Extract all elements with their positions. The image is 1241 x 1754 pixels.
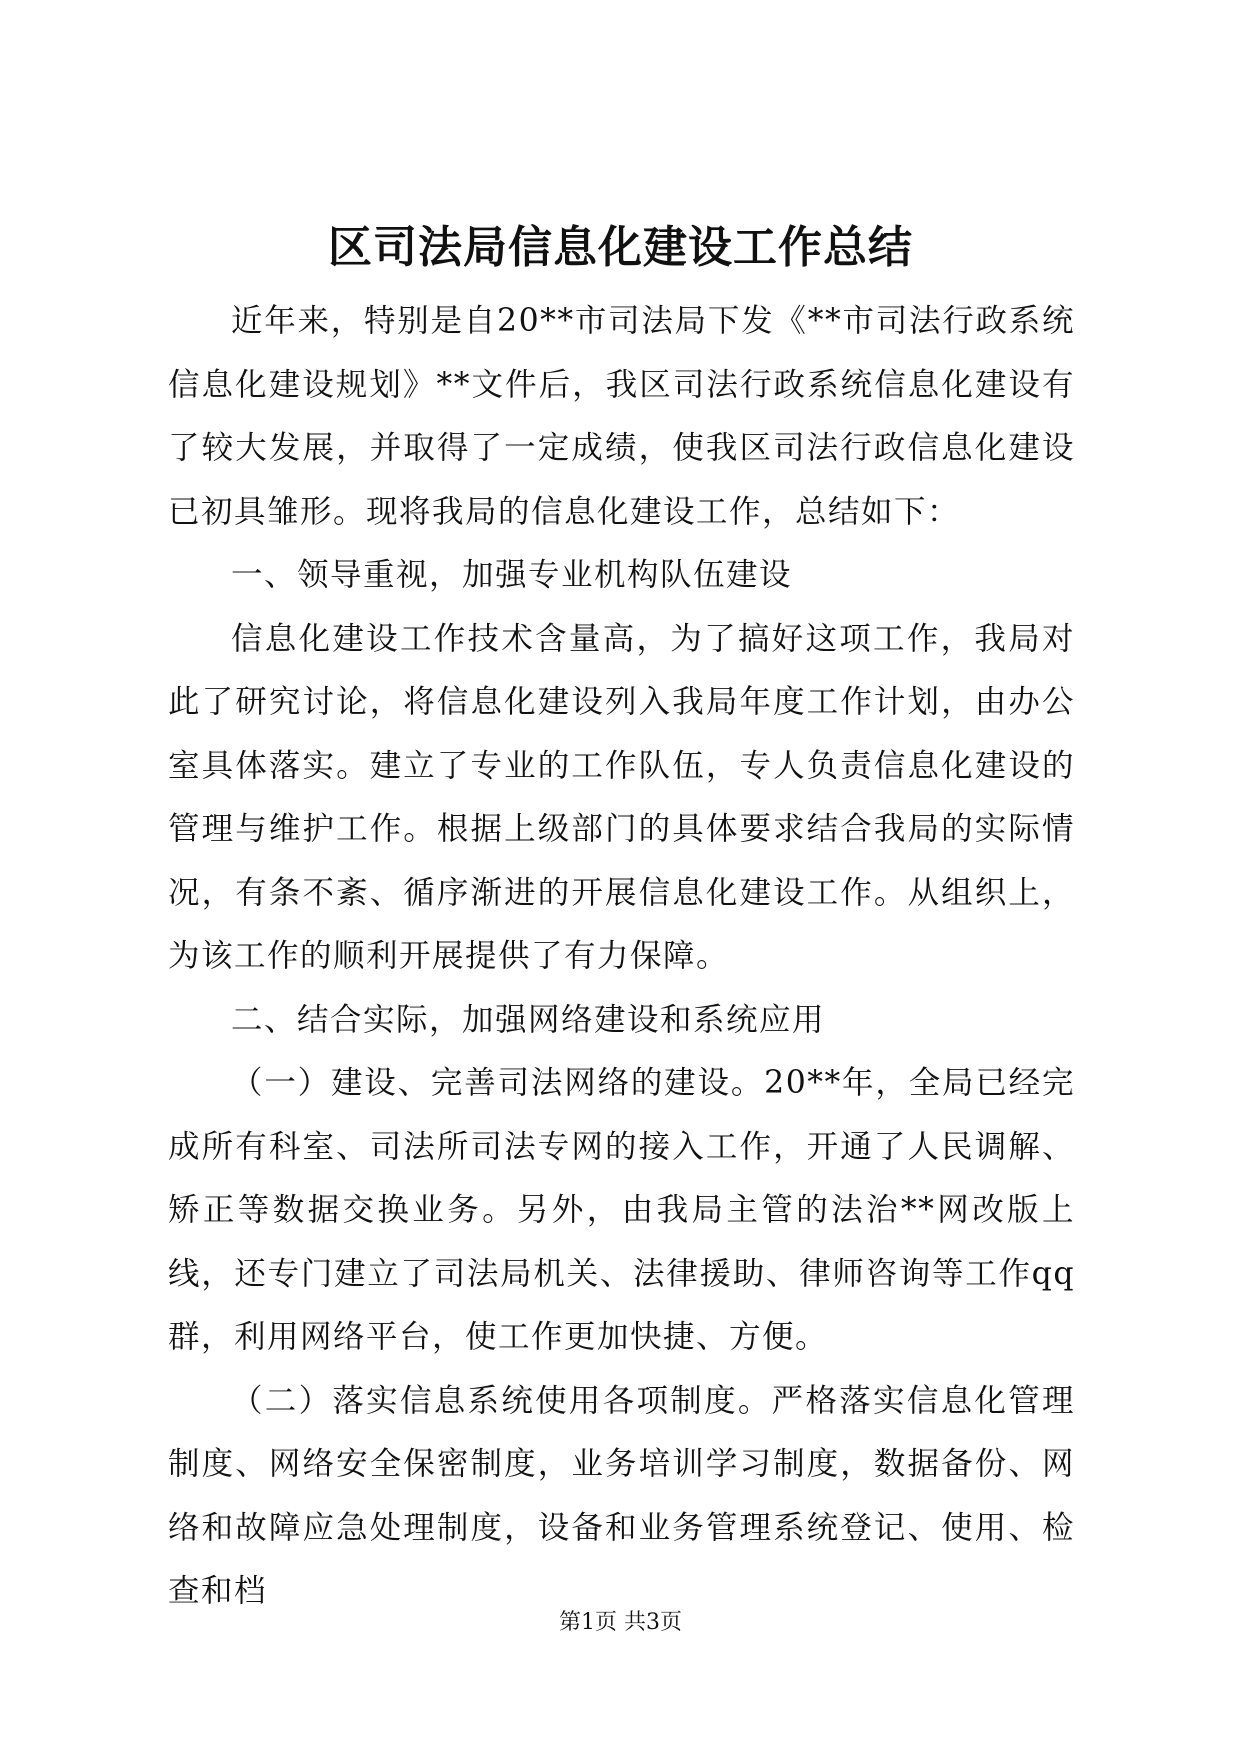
paragraph-intro: 近年来，特别是自20**市司法局下发《**市司法行政系统信息化建设规划》**文件后，我区司法行政系统信息化建设有了较大发展，并取得了一定成绩，使我区司法行政信息化建设已初具雏形。现将我局的信息化建设工作，总结如下： xyxy=(168,303,1075,530)
document-title: 区司法局信息化建设工作总结 xyxy=(328,222,913,273)
section-heading-1: 一、领导重视，加强专业机构队伍建设 xyxy=(231,557,793,593)
section-heading-2: 二、结合实际，加强网络建设和系统应用 xyxy=(231,1001,826,1038)
page-footer: 第1页 共3页 xyxy=(559,1610,682,1635)
paragraph-subsection-1: （一）建设、完善司法网络的建设。20**年，全局已经完成所有科室、司法所司法专网的接入工作，开通了人民调解、矫正等数据交换业务。另外，由我局主管的法治**网改版上线，还专门建立了司法局机关、法律援助、律师咨询等工作qq群，利用网络平台，使工作更加快捷、方便。 xyxy=(168,1065,1075,1355)
paragraph-section-1: 信息化建设工作技术含量高，为了搞好这项工作，我局对此了研究讨论，将信息化建设列入我局年度工作计划，由办公室具体落实。建立了专业的工作队伍，专人负责信息化建设的管理与维护工作。根据上级部门的具体要求结合我局的实际情况，有条不紊、循序渐进的开展信息化建设工作。从组织上，为该工作的顺利开展提供了有力保障。 xyxy=(168,620,1075,974)
document-body xyxy=(168,290,1075,1624)
paragraph-subsection-2: （二）落实信息系统使用各项制度。严格落实信息化管理制度、网络安全保密制度，业务培训学习制度，数据备份、网络和故障应急处理制度，设备和业务管理系统登记、使用、检查和档 xyxy=(168,1382,1075,1609)
